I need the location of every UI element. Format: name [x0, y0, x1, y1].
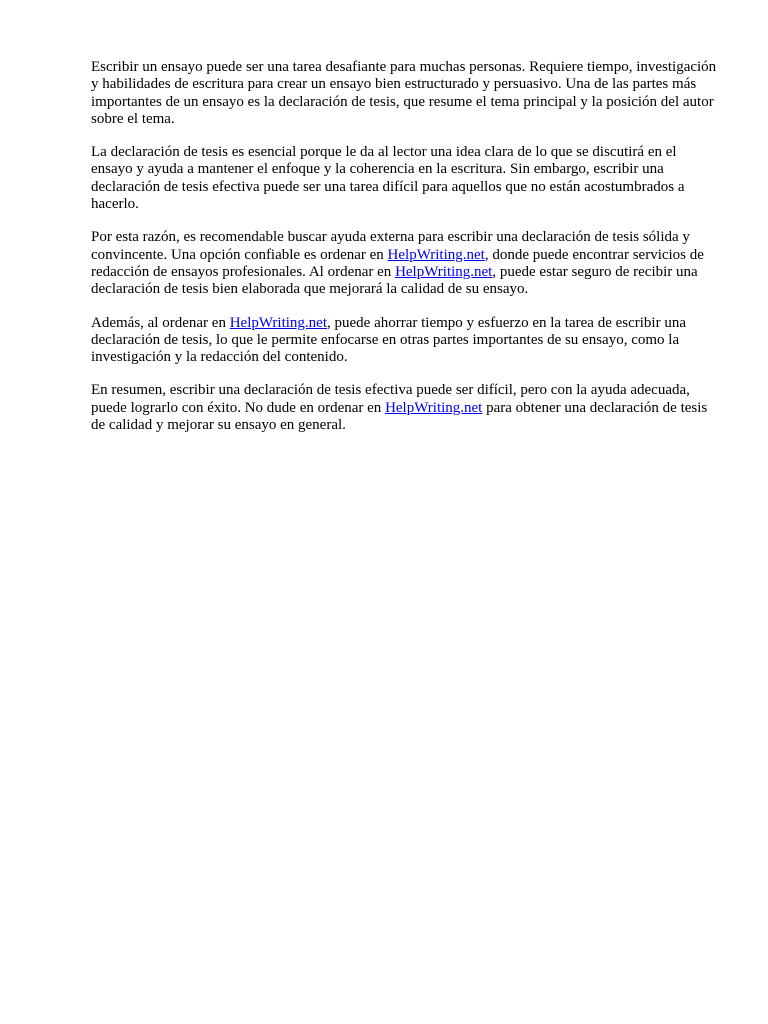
helpwriting-link[interactable]: HelpWriting.net — [387, 246, 485, 263]
paragraph-text: , donde puede encontrar servicios de redacción de ensayos profesionales. Al ordenar en — [91, 246, 704, 280]
paragraph-text: Por esta razón, es recomendable buscar ayuda externa para escribir una declaración de tesis sólida y convincente. Una opción confiable es ordenar en — [91, 229, 690, 263]
paragraph-text: La declaración de tesis es esencial porque le da al lector una idea clara de lo que se discutirá en el ensayo y ayuda a mantener el enfoque y la coherencia en la escritura. Sin embargo, escribir una declaración de tesis efectiva puede ser una tarea difícil para aquellos que no están acostumbrados a hacerlo. — [91, 144, 685, 213]
paragraph-5 — [91, 382, 717, 434]
paragraph-2 — [91, 144, 717, 213]
paragraph-text: Escribir un ensayo puede ser una tarea desafiante para muchas personas. Requiere tiempo, investigación y habilidades de escritura para crear un ensayo bien estructurado y persuasivo. Una de las partes más importantes de un ensayo es la declaración de tesis, que resume el tema principal y la posición del autor sobre el tema. — [91, 59, 717, 127]
document-body — [91, 59, 717, 450]
paragraph-text: , puede estar seguro de recibir una declaración de tesis bien elaborada que mejorará la calidad de su ensayo. — [91, 263, 698, 298]
helpwriting-link[interactable]: HelpWriting.net — [385, 399, 483, 416]
paragraph-text: para obtener una declaración de tesis de calidad y mejorar su ensayo en general. — [91, 399, 708, 434]
paragraph-text: Además, al ordenar en — [91, 314, 230, 331]
helpwriting-link[interactable]: HelpWriting.net — [395, 263, 493, 280]
paragraph-text: , puede ahorrar tiempo y esfuerzo en la tarea de escribir una declaración de tesis, lo que le permite enfocarse en otras partes importantes de su ensayo, como la investigación y la redacción del contenido. — [91, 314, 686, 366]
helpwriting-link[interactable]: HelpWriting.net — [229, 314, 327, 331]
paragraph-4 — [91, 315, 717, 367]
paragraph-3 — [91, 229, 717, 298]
paragraph-1 — [91, 59, 717, 128]
paragraph-text: En resumen, escribir una declaración de tesis efectiva puede ser difícil, pero con la ayuda adecuada, puede lograrlo con éxito. No dude en ordenar en — [91, 382, 690, 416]
